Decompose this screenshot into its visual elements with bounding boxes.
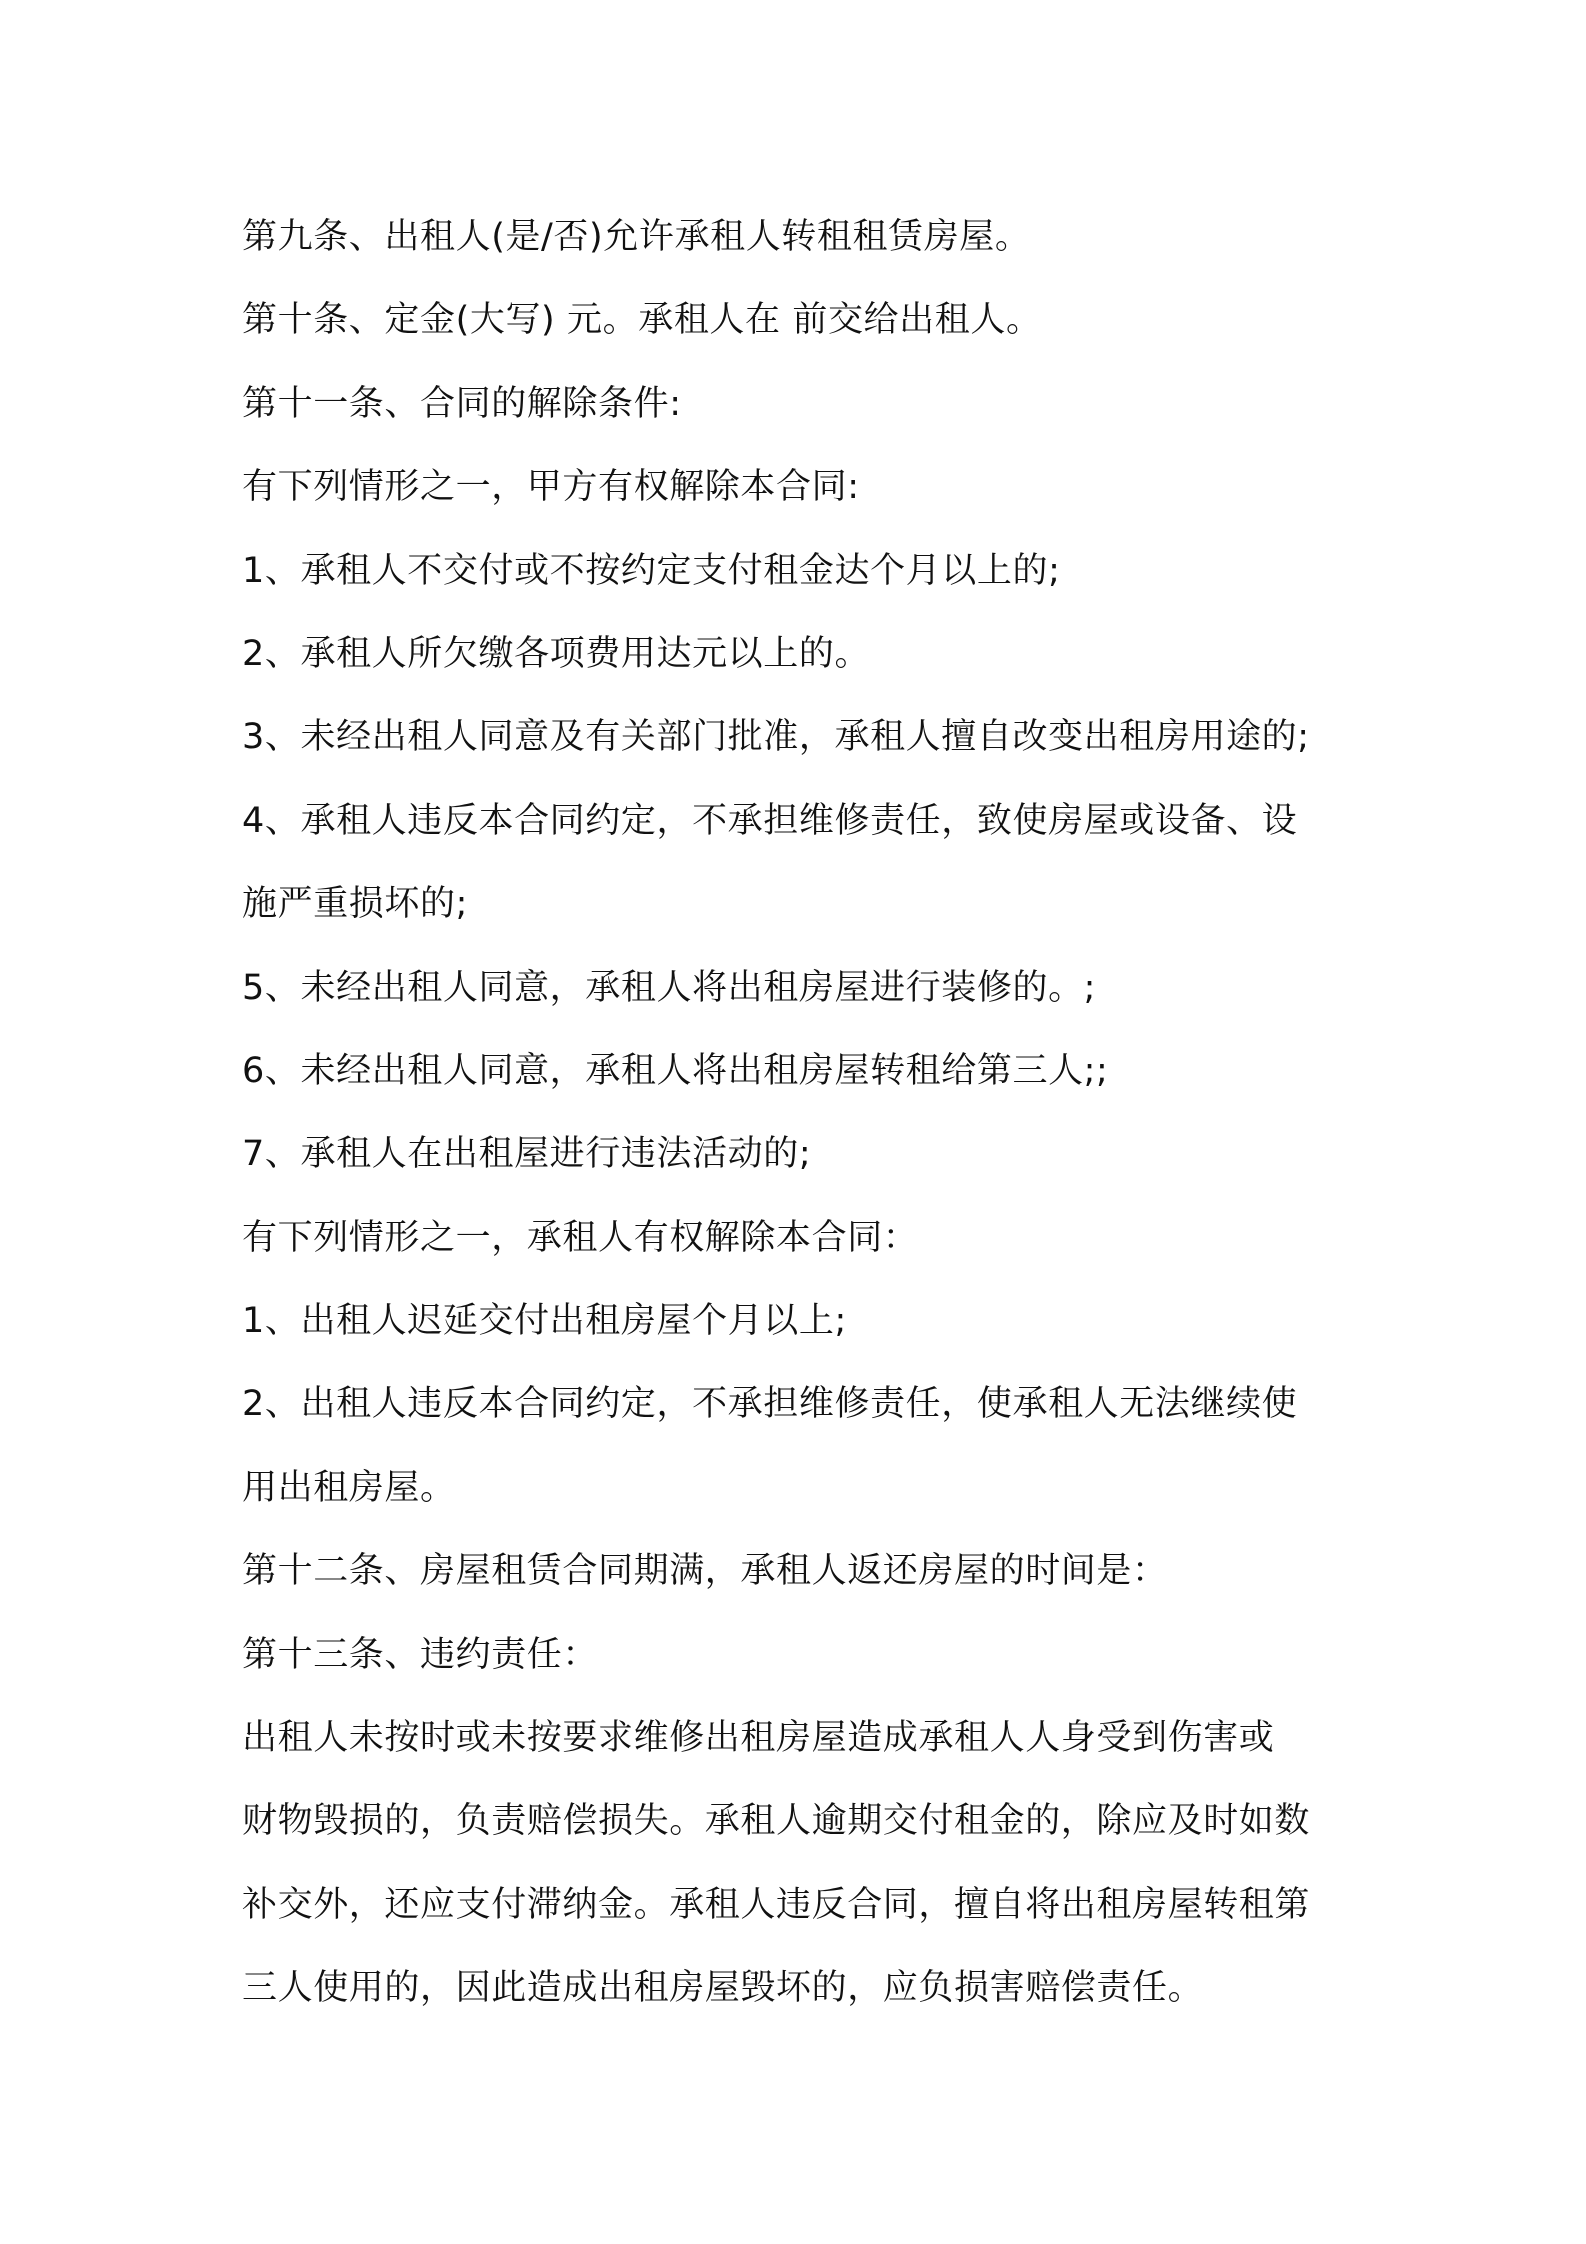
landlord-termination-intro: 有下列情形之一，甲方有权解除本合同: xyxy=(242,467,860,508)
landlord-termination-item-2: 2、承租人所欠缴各项费用达元以上的。 xyxy=(242,633,871,674)
article-11-heading: 第十一条、合同的解除条件: xyxy=(242,383,682,424)
document-body xyxy=(242,196,1362,2031)
landlord-termination-item-7: 7、承租人在出租屋进行违法活动的; xyxy=(242,1134,812,1175)
landlord-termination-item-3: 3、未经出租人同意及有关部门批准，承租人擅自改变出租房用途的; xyxy=(242,717,1310,758)
tenant-termination-item-2: 2、出租人违反本合同约定，不承担维修责任，使承租人无法继续使 xyxy=(242,1384,1298,1425)
liability-paragraph-line-4: 三人使用的，因此造成出租房屋毁坏的，应负损害赔偿责任。 xyxy=(242,1968,1204,2009)
liability-paragraph-line-1: 出租人未按时或未按要求维修出租房屋造成承租人人身受到伤害或 xyxy=(242,1718,1275,1759)
landlord-termination-item-4-cont: 施严重损坏的; xyxy=(242,884,468,925)
article-9-line: 第九条、出租人(是/否)允许承租人转租租赁房屋。 xyxy=(242,217,1031,257)
article-12-line: 第十二条、房屋租赁合同期满，承租人返还房屋的时间是： xyxy=(242,1551,1168,1592)
landlord-termination-item-1: 1、承租人不交付或不按约定支付租金达个月以上的; xyxy=(242,550,1061,591)
liability-paragraph-line-2: 财物毁损的，负责赔偿损失。承租人逾期交付租金的，除应及时如数 xyxy=(242,1801,1311,1842)
tenant-termination-intro: 有下列情形之一，承租人有权解除本合同： xyxy=(242,1217,919,1258)
tenant-termination-item-1: 1、出租人迟延交付出租房屋个月以上; xyxy=(242,1301,847,1342)
landlord-termination-item-4: 4、承租人违反本合同约定，不承担维修责任，致使房屋或设备、设 xyxy=(242,800,1298,841)
landlord-termination-item-5: 5、未经出租人同意，承租人将出租房屋进行装修的。; xyxy=(242,967,1097,1008)
article-13-heading: 第十三条、违约责任： xyxy=(242,1634,599,1675)
article-10-line: 第十条、定金(大写) 元。承租人在 前交给出租人。 xyxy=(242,300,1042,341)
landlord-termination-item-6: 6、未经出租人同意，承租人将出租房屋转租给第三人;; xyxy=(242,1050,1109,1091)
liability-paragraph-line-3: 补交外，还应支付滞纳金。承租人违反合同，擅自将出租房屋转租第 xyxy=(242,1884,1311,1925)
tenant-termination-item-2-cont: 用出租房屋。 xyxy=(242,1467,456,1508)
